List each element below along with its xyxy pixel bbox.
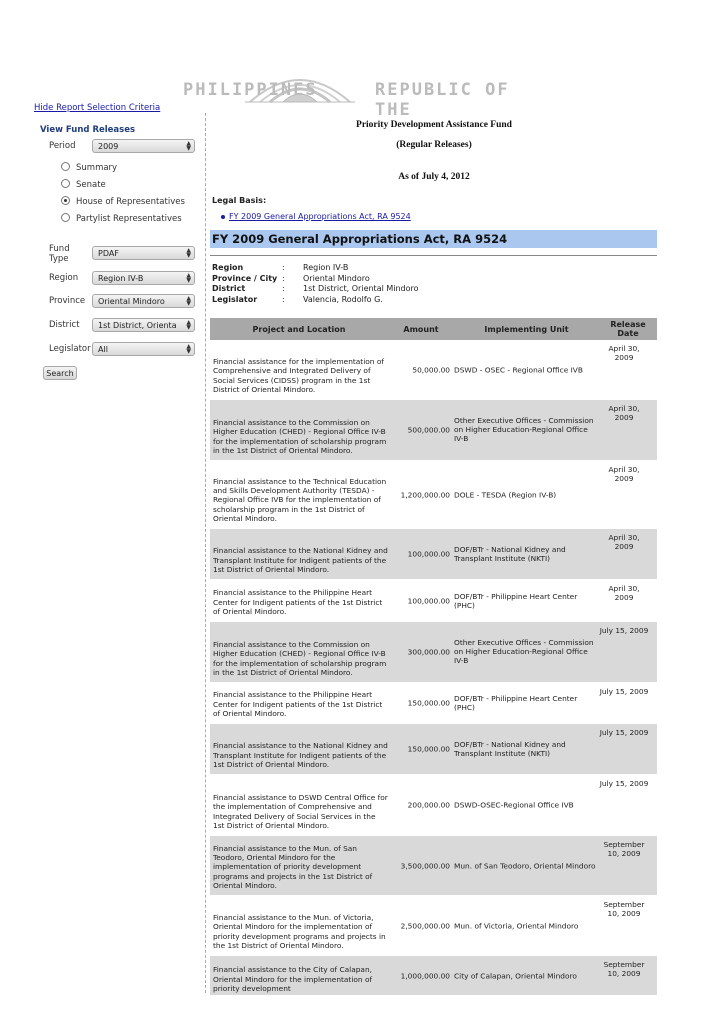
cell-amount: 500,000.00 [407, 425, 450, 435]
cell-date: April 30, 2009 [608, 344, 640, 363]
legislator-value: All [98, 345, 108, 354]
cell-unit: Mun. of Victoria, Oriental Mindoro [454, 920, 579, 930]
radio-icon [61, 162, 70, 171]
cell-date: April 30, 2009 [608, 465, 640, 484]
cell-amount: 150,000.00 [407, 698, 450, 708]
select-arrows-icon: ▲ ▼ [186, 272, 191, 284]
cell-amount: 2,500,000.00 [400, 920, 450, 930]
table-row [210, 683, 657, 724]
district-select[interactable] [92, 318, 195, 332]
select-arrows-icon: ▲ ▼ [186, 247, 191, 259]
cell-unit: Mun. of San Teodoro, Oriental Mindoro [454, 860, 596, 870]
province-select[interactable] [92, 294, 195, 308]
table-row [210, 956, 657, 996]
radio-label: Summary [76, 163, 118, 173]
header-amount: Amount [403, 324, 439, 334]
legal-basis-link[interactable]: FY 2009 General Appropriations Act, RA 9524 [229, 212, 411, 221]
fund-type-value: PDAF [98, 249, 119, 258]
fund-type-select[interactable] [92, 246, 195, 260]
cell-amount: 200,000.00 [407, 800, 450, 810]
cell-project: Financial assistance to the Mun. of Victoria, Oriental Mindoro for the implementation of priority development programs and projects in the 1st District of Oriental Mindoro. [213, 913, 386, 950]
cell-date: July 15, 2009 [599, 779, 649, 788]
radio-house[interactable] [61, 196, 185, 207]
cell-amount: 100,000.00 [407, 549, 450, 559]
sidebar-divider [205, 113, 206, 993]
header-banner [183, 62, 539, 120]
releases-table [210, 318, 657, 996]
cell-unit: DOF/BTr - National Kidney and Transplant Institute (NKTI) [454, 739, 566, 758]
radio-icon [61, 213, 70, 222]
search-button[interactable]: Search [43, 366, 77, 380]
period-value: 2009 [98, 142, 119, 151]
cell-date: July 15, 2009 [599, 626, 649, 635]
select-arrows-icon: ▲ ▼ [186, 319, 191, 331]
select-arrows-icon: ▲ ▼ [186, 295, 191, 307]
cell-amount: 50,000.00 [412, 364, 450, 374]
header-unit: Implementing Unit [484, 324, 569, 334]
info-value: Region IV-B [303, 263, 349, 272]
cell-project: Financial assistance to the Philippine Heart Center for Indigent patients of the 1st District of Oriental Mindoro. [213, 588, 383, 616]
cell-amount: 1,200,000.00 [400, 489, 450, 499]
cell-project: Financial assistance to the Technical Education and Skills Development Authority (TESDA) - Regional Office IVB for the implementation of scholarship program in the 1st District of Oriental Mindoro. [213, 476, 387, 523]
cell-date: September 10, 2009 [603, 960, 645, 979]
info-key: Region [212, 263, 244, 272]
page-subtitle: (Regular Releases) [396, 140, 472, 150]
district-value: 1st District, Orienta [98, 321, 177, 330]
section-divider [210, 255, 657, 256]
province-label: Province [49, 296, 86, 306]
cell-project: Financial assistance to the Commission on Higher Education (CHED) - Regional Office IV-B for the implementation of scholarship program in the 1st District of Oriental Mindoro. [213, 418, 387, 455]
region-label: Region [49, 273, 79, 283]
cell-project: Financial assistance to the National Kidney and Transplant Institute for Indigent patients of the 1st District of Oriental Mindoro. [213, 741, 388, 769]
header-date: Release Date [610, 320, 646, 338]
info-key: District [212, 284, 246, 293]
table-row [210, 400, 657, 461]
radio-senate[interactable] [61, 179, 106, 190]
radio-label: Senate [76, 180, 106, 190]
as-of-date: As of July 4, 2012 [398, 172, 470, 182]
cell-date: April 30, 2009 [608, 584, 640, 603]
province-value: Oriental Mindoro [98, 297, 165, 306]
cell-project: Financial assistance to the Mun. of San Teodoro, Oriental Mindoro for the implementation of priority development programs and projects in the 1st District of Oriental Mindoro. [213, 843, 373, 890]
info-value: Valencia, Rodolfo G. [303, 294, 383, 304]
cell-amount: 3,500,000.00 [400, 860, 450, 870]
radio-selected-icon [61, 196, 70, 205]
info-key: Legislator [212, 294, 258, 304]
cell-unit: DOF/BTr - Philippine Heart Center (PHC) [454, 591, 578, 610]
info-key: Province / City [212, 273, 278, 283]
legal-basis-label: Legal Basis: [212, 196, 267, 205]
page-title: Priority Development Assistance Fund [356, 120, 512, 130]
region-value: Region IV-B [98, 274, 144, 283]
cell-project: Financial assistance to DSWD Central Office for the implementation of Comprehensive and Integrated Delivery of Social Services in the 1st District of Oriental Mindoro. [213, 793, 388, 830]
table-row [210, 775, 657, 836]
cell-date: July 15, 2009 [599, 728, 649, 737]
section-title: FY 2009 General Appropriations Act, RA 9524 [210, 230, 657, 248]
cell-unit: DSWD-OSEC-Regional Office IVB [454, 800, 574, 810]
table-row [210, 529, 657, 580]
cell-date: July 15, 2009 [599, 687, 649, 696]
cell-unit: Other Executive Offices - Commission on Higher Education-Regional Office IV-B [454, 416, 594, 444]
cell-unit: City of Calapan, Oriental Mindoro [454, 970, 577, 980]
table-row [210, 724, 657, 775]
district-label: District [49, 320, 80, 330]
radio-icon [61, 179, 70, 188]
period-select[interactable] [92, 139, 195, 153]
banner-left-text: PHILIPPINES [183, 80, 318, 100]
cell-project: Financial assistance to the Philippine Heart Center for Indigent patients of the 1st District of Oriental Mindoro. [213, 690, 383, 718]
cell-unit: DOF/BTr - National Kidney and Transplant Institute (NKTI) [454, 544, 566, 563]
select-arrows-icon: ▲ ▼ [186, 343, 191, 355]
cell-unit: DOLE - TESDA (Region IV-B) [454, 489, 557, 499]
fund-type-label: Fund Type [49, 244, 70, 264]
cell-amount: 100,000.00 [407, 595, 450, 605]
banner-right-text: REPUBLIC OF THE [375, 80, 510, 120]
cell-date: September 10, 2009 [603, 900, 645, 919]
radio-label: House of Representatives [76, 197, 185, 207]
region-select[interactable] [92, 271, 195, 285]
period-label: Period [49, 141, 76, 151]
cell-amount: 1,000,000.00 [400, 970, 450, 980]
cell-date: April 30, 2009 [608, 533, 640, 552]
cell-amount: 300,000.00 [407, 647, 450, 657]
legislator-select[interactable] [92, 342, 195, 356]
table-row [210, 896, 657, 956]
select-arrows-icon: ▲ ▼ [186, 140, 191, 152]
radio-summary[interactable] [61, 162, 117, 173]
cell-date: September 10, 2009 [603, 840, 645, 859]
cell-project: Financial assistance to the National Kidney and Transplant Institute for Indigent patients of the 1st District of Oriental Mindoro. [213, 546, 388, 574]
table-row [210, 622, 657, 683]
header-project: Project and Location [252, 324, 346, 334]
legislator-label: Legislator [49, 344, 91, 354]
table-row [210, 340, 657, 400]
cell-project: Financial assistance to the City of Calapan, Oriental Mindoro for the implementation of priority development [213, 965, 373, 993]
cell-unit: Other Executive Offices - Commission on Higher Education-Regional Office IV-B [454, 638, 594, 666]
cell-date: April 30, 2009 [608, 404, 640, 423]
cell-project: Financial assistance for the implementation of Comprehensive and Integrated Delivery of Social Services (CIDSS) program in the 1st District of Oriental Mindoro. [213, 357, 384, 394]
cell-project: Financial assistance to the Commission on Higher Education (CHED) - Regional Office IV-B for the implementation of scholarship program in the 1st District of Oriental Mindoro. [213, 640, 387, 677]
hide-report-criteria-link[interactable]: Hide Report Selection Criteria [34, 103, 161, 113]
table-row [210, 836, 657, 896]
radio-label: Partylist Representatives [76, 214, 182, 224]
table-row [210, 580, 657, 622]
info-value: Oriental Mindoro [303, 273, 370, 283]
table-row [210, 461, 657, 529]
table-header [210, 318, 657, 340]
cell-amount: 150,000.00 [407, 744, 450, 754]
cell-unit: DSWD - OSEC - Regional Office IVB [454, 364, 583, 374]
radio-partylist[interactable] [61, 213, 182, 224]
fund-releases-title: View Fund Releases [40, 125, 136, 135]
info-value: 1st District, Oriental Mindoro [303, 284, 419, 293]
cell-unit: DOF/BTr - Philippine Heart Center (PHC) [454, 693, 578, 712]
